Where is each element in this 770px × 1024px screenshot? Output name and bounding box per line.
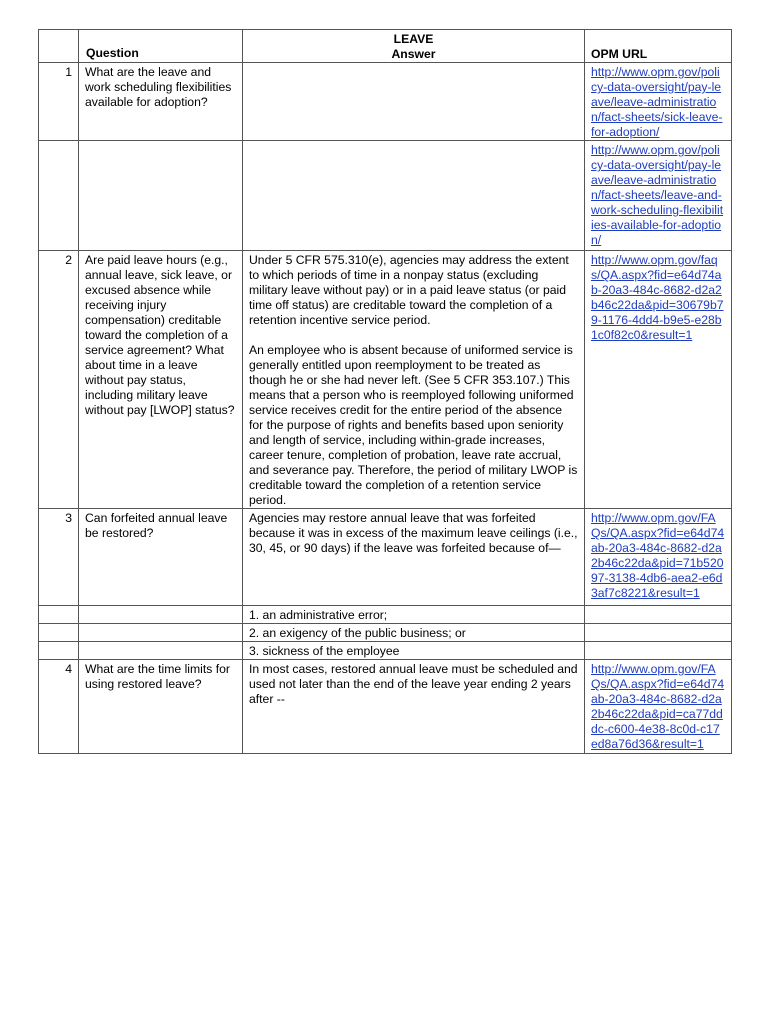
answer-paragraph: Under 5 CFR 575.310(e), agencies may address the extent to which periods of time in a nonpay status (excluding military leave without pay) or in a paid leave status (or paid time off status) are creditable toward the completion of a retention incentive service period.	[249, 253, 569, 327]
question-cell	[79, 141, 243, 251]
url-cell	[585, 251, 732, 509]
empty-cell	[39, 624, 79, 642]
answer-cell: In most cases, restored annual leave must be scheduled and used not later than the end of the leave year ending 2 years after --	[243, 660, 585, 754]
url-cell	[585, 509, 732, 606]
table-row	[39, 642, 732, 660]
answer-header: Answer	[391, 47, 436, 61]
answer-cell: Agencies may restore annual leave that was forfeited because it was in excess of the maximum leave ceilings (i.e., 30, 45, or 90 days) if the leave was forfeited because of—	[243, 509, 585, 606]
url-cell	[585, 141, 732, 251]
row-number: 4	[39, 660, 79, 754]
question-cell: What are the time limits for using restored leave?	[79, 660, 243, 754]
opm-link[interactable]: http://www.opm.gov/FAQs/QA.aspx?fid=e64d74ab-20a3-484c-8682-d2a2b46c22da&pid=71b52097-3138-4db6-aea2-e6d3af7c8221&result=1	[591, 511, 725, 600]
opm-link[interactable]: http://www.opm.gov/FAQs/QA.aspx?fid=e64d74ab-20a3-484c-8682-d2a2b46c22da&pid=ca77dddc-c600-4e38-8c0d-c17ed8a76d36&result=1	[591, 662, 725, 751]
answer-cell	[243, 251, 585, 509]
empty-cell	[585, 606, 732, 624]
row-number: 3	[39, 509, 79, 606]
empty-cell	[585, 624, 732, 642]
question-cell: What are the leave and work scheduling flexibilities available for adoption?	[79, 63, 243, 141]
table-row	[39, 606, 732, 624]
opm-link[interactable]: http://www.opm.gov/faqs/QA.aspx?fid=e64d74ab-20a3-484c-8682-d2a2b46c22da&pid=30679b79-1176-4dd4-b9e5-e28b1c0f82c0&result=1	[591, 253, 724, 342]
row-number: 2	[39, 251, 79, 509]
title-row	[39, 30, 732, 63]
leave-table	[38, 29, 732, 754]
opm-link[interactable]: http://www.opm.gov/policy-data-oversight/pay-leave/leave-administration/fact-sheets/sick-leave-for-adoption/	[591, 65, 723, 139]
question-cell: Are paid leave hours (e.g., annual leave, sick leave, or excused absence while receiving injury compensation) creditable toward the completion of a service agreement? What about time in a leave without pay status, including military leave without pay [LWOP] status?	[79, 251, 243, 509]
answer-paragraph: An employee who is absent because of uniformed service is generally entitled upon reemployment to be treated as though he or she had never left. (See 5 CFR 353.107.) This means that a person who is reemployed following uniformed service receives credit for the entire period of the absence for the purpose of rights and benefits based upon seniority and length of service, including within-grade increases, career tenure, completion of probation, leave rate accrual, and severance pay. Therefore, the period of military LWOP is creditable toward the completion of a retention service period.	[249, 343, 578, 507]
answer-cell	[243, 63, 585, 141]
table-title	[243, 30, 585, 63]
empty-cell	[39, 30, 79, 63]
empty-cell	[79, 606, 243, 624]
empty-cell	[79, 624, 243, 642]
empty-cell	[585, 642, 732, 660]
table-row	[39, 624, 732, 642]
table-row	[39, 660, 732, 754]
empty-cell	[39, 642, 79, 660]
url-cell	[585, 63, 732, 141]
answer-cell	[243, 141, 585, 251]
url-cell	[585, 660, 732, 754]
question-cell: Can forfeited annual leave be restored?	[79, 509, 243, 606]
table-title-text: LEAVE	[393, 32, 434, 46]
table-row	[39, 63, 732, 141]
opm-link[interactable]: http://www.opm.gov/policy-data-oversight/pay-leave/leave-administration/fact-sheets/leave-and-work-scheduling-flexibilities-available-for-adoption/	[591, 143, 724, 247]
empty-cell	[585, 30, 732, 63]
empty-cell	[79, 642, 243, 660]
empty-cell	[39, 606, 79, 624]
answer-list-item: 1. an administrative error;	[243, 606, 585, 624]
question-header: Question	[86, 46, 139, 60]
table-row	[39, 141, 732, 251]
url-header: OPM URL	[591, 47, 648, 61]
row-number: 1	[39, 63, 79, 141]
table-row	[39, 251, 732, 509]
row-number	[39, 141, 79, 251]
answer-list-item: 3. sickness of the employee	[243, 642, 585, 660]
answer-list-item: 2. an exigency of the public business; or	[243, 624, 585, 642]
table-row	[39, 509, 732, 606]
